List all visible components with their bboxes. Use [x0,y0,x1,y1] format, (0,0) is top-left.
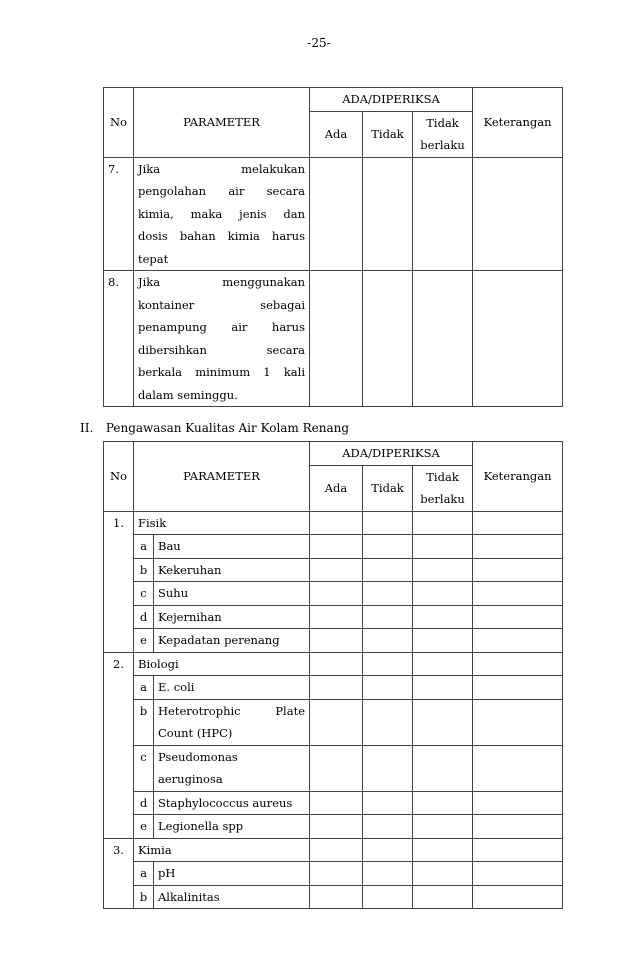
check-cell [310,582,363,606]
item-label: Kepadatan perenang [154,629,310,653]
item-letter: c [134,745,154,791]
check-cell [363,558,413,582]
parameter-line: Jika menggunakan [138,275,305,289]
check-cell [363,791,413,815]
item-label: Pseudomonas aeruginosa [154,745,310,791]
check-cell [363,652,413,676]
row-number: 7. [104,157,134,271]
row-parameter [134,157,310,271]
check-cell [310,838,363,862]
parameter-line: Jika melakukan [138,161,305,176]
item-row [104,699,563,745]
item-label: pH [154,862,310,886]
check-cell [413,862,473,886]
check-cell [310,699,363,745]
check-cell [310,885,363,909]
item-label: Bau [154,535,310,559]
check-cell [413,699,473,745]
check-cell [413,838,473,862]
row-number: 8. [104,271,134,407]
item-letter: e [134,815,154,839]
parameter-table-2 [103,441,563,909]
check-cell [363,815,413,839]
check-cell [363,629,413,653]
check-cell [473,629,563,653]
check-cell [310,605,363,629]
item-row [104,629,563,653]
item-row [104,745,563,791]
check-cell [363,535,413,559]
parameter-line: pengolahan air secara [138,184,305,198]
parameter-line: penampung air harus [138,320,305,334]
page-number: -25- [307,36,331,50]
group-number: 2. [104,652,134,838]
item-letter: e [134,629,154,653]
item-letter: b [134,885,154,909]
check-cell [310,862,363,886]
check-cell [473,676,563,700]
header-keterangan: Keterangan [473,442,563,512]
check-cell [310,157,363,271]
check-cell [413,629,473,653]
header-tidak: Tidak [363,465,413,511]
header-parameter: PARAMETER [134,88,310,158]
check-cell [473,885,563,909]
item-label: Suhu [154,582,310,606]
item-letter: b [134,699,154,745]
check-cell [473,838,563,862]
check-cell [413,815,473,839]
check-cell [473,605,563,629]
header-tidak-berlaku: Tidak berlaku [413,111,473,157]
item-label: Staphylococcus aureus [154,791,310,815]
row-parameter [134,271,310,407]
group-row [104,511,563,535]
check-cell [310,745,363,791]
check-cell [363,862,413,886]
check-cell [310,815,363,839]
check-cell [363,157,413,271]
check-cell [413,791,473,815]
check-cell [363,745,413,791]
header-no: No [104,442,134,512]
check-cell [473,815,563,839]
check-cell [473,791,563,815]
item-letter: a [134,676,154,700]
check-cell [413,676,473,700]
item-label: Kejernihan [154,605,310,629]
table-row [104,157,563,271]
item-row [104,862,563,886]
item-label: E. coli [154,676,310,700]
parameter-line: tepat [138,251,169,266]
item-row [104,885,563,909]
header-keterangan: Keterangan [473,88,563,158]
item-letter: a [134,862,154,886]
check-cell [310,676,363,700]
parameter-line: dalam seminggu. [138,387,238,402]
check-cell [413,885,473,909]
group-number: 3. [104,838,134,909]
check-cell [363,582,413,606]
group-row [104,838,563,862]
check-cell [363,838,413,862]
check-cell [413,157,473,271]
check-cell [473,699,563,745]
check-cell [363,271,413,407]
check-cell [473,535,563,559]
check-cell [413,745,473,791]
check-cell [473,271,563,407]
check-cell [473,157,563,271]
item-label: Heterotrophic Plate Count (HPC) [154,699,310,745]
check-cell [363,676,413,700]
check-cell [413,582,473,606]
item-row [104,605,563,629]
check-cell [363,605,413,629]
parameter-line: berkala minimum 1 kali [138,365,305,379]
check-cell [473,862,563,886]
group-name: Kimia [134,838,310,862]
item-label: Legionella spp [154,815,310,839]
check-cell [473,558,563,582]
header-no: No [104,88,134,158]
check-cell [310,791,363,815]
parameter-line: dibersihkan secara [138,342,305,357]
item-letter: d [134,791,154,815]
item-row [104,676,563,700]
check-cell [473,652,563,676]
check-cell [413,558,473,582]
group-number: 1. [104,511,134,652]
check-cell [310,629,363,653]
header-parameter: PARAMETER [134,442,310,512]
group-row [104,652,563,676]
item-letter: c [134,582,154,606]
item-row [104,791,563,815]
header-ada: Ada [310,465,363,511]
item-row [104,535,563,559]
group-name: Biologi [134,652,310,676]
group-name: Fisik [134,511,310,535]
parameter-line: kimia, maka jenis dan [138,206,305,221]
check-cell [413,271,473,407]
header-ada: Ada [310,111,363,157]
check-cell [413,652,473,676]
check-cell [310,511,363,535]
parameter-line: dosis bahan kimia harus [138,229,305,243]
item-letter: d [134,605,154,629]
table-row [104,271,563,407]
section-number: II. [80,421,94,435]
check-cell [363,885,413,909]
check-cell [473,511,563,535]
item-row [104,815,563,839]
item-letter: b [134,558,154,582]
item-label: Kekeruhan [154,558,310,582]
check-cell [473,745,563,791]
header-tidak-berlaku: Tidak berlaku [413,465,473,511]
item-letter: a [134,535,154,559]
item-label: Alkalinitas [154,885,310,909]
section-heading: Pengawasan Kualitas Air Kolam Renang [105,421,350,435]
item-row [104,558,563,582]
check-cell [363,699,413,745]
section-title [80,421,349,435]
item-row [104,582,563,606]
header-tidak: Tidak [363,111,413,157]
parameter-line: kontainer sebagai [138,297,305,312]
check-cell [473,582,563,606]
check-cell [413,605,473,629]
check-cell [310,652,363,676]
header-ada-diperiksa: ADA/DIPERIKSA [310,88,473,112]
check-cell [310,271,363,407]
parameter-table-1 [103,87,563,407]
check-cell [310,535,363,559]
check-cell [413,511,473,535]
check-cell [413,535,473,559]
check-cell [363,511,413,535]
header-ada-diperiksa: ADA/DIPERIKSA [310,442,473,466]
check-cell [310,558,363,582]
